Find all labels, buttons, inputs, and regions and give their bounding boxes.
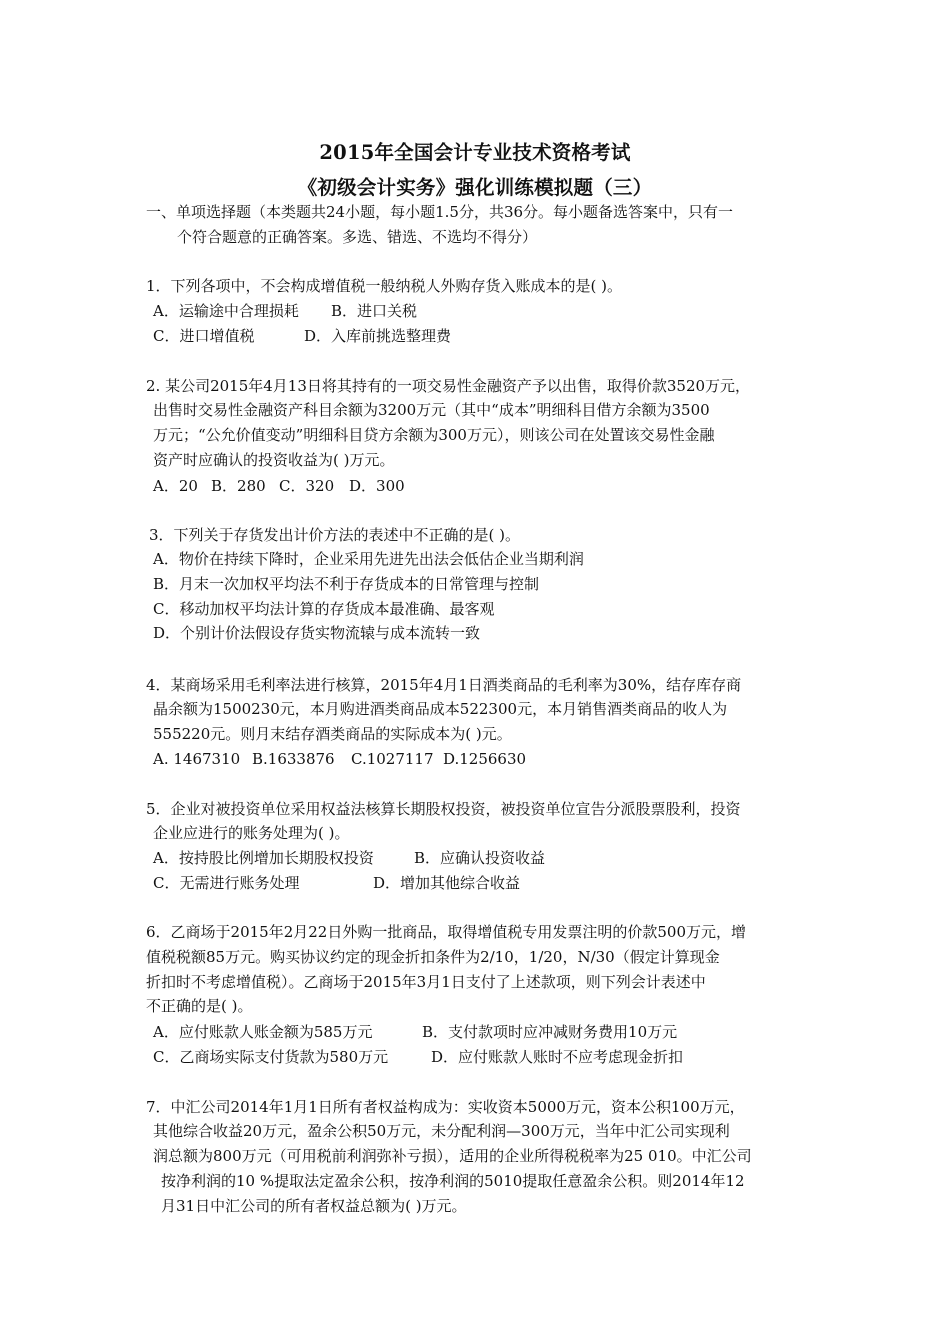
question-5-option-b: B．应确认投资收益 bbox=[414, 849, 546, 867]
question-6-stem-line-2: 值税税额85万元。购买协议约定的现金折扣条件为2/10，1/20，N/30（假定计算现金 bbox=[146, 947, 720, 966]
question-2-stem-line-3: 万元；“公允价值变动”明细科目贷方余额为300万元），则该公司在处置该交易性金融 bbox=[153, 425, 715, 444]
exam-subtitle: 《初级会计实务》强化训练模拟题（三） bbox=[297, 176, 653, 199]
question-7-stem-continuation-b bbox=[161, 1169, 745, 1219]
question-7-stem-line-2: 其他综合收益20万元，盈余公积50万元，未分配利润—300万元，当年中汇公司实现利 bbox=[153, 1122, 730, 1140]
question-2-stem-line-1: 2. 某公司2015年4月13日将其持有的一项交易性金融资产予以出售，取得价款3520万元， bbox=[146, 377, 751, 395]
question-7-stem-line-1: 7．中汇公司2014年1月1日所有者权益构成为：实收资本5000万元，资本公积100万元， bbox=[146, 1098, 745, 1116]
question-6-option-b: B．支付款项时应冲减财务费用10万元 bbox=[422, 1023, 678, 1041]
question-4-option-d: D.1256630 bbox=[443, 750, 527, 768]
question-3-option-b: B．月末一次加权平均法不利于存货成本的日常管理与控制 bbox=[153, 574, 540, 593]
question-4-option-b: B.1633876 bbox=[252, 750, 335, 768]
question-3-option-d: D．个别计价法假设存货实物流辕与成本流转一致 bbox=[153, 624, 481, 643]
question-6-stem bbox=[146, 920, 746, 1019]
question-5-option-a: A．按持股比例增加长期股权投资 bbox=[153, 849, 374, 867]
question-3-stem: 3．下列关于存货发出计价方法的表述中不正确的是( )。 bbox=[149, 526, 521, 544]
question-1-option-d: D．入库前挑选整理费 bbox=[304, 327, 452, 345]
question-5-option-row-1 bbox=[153, 846, 545, 870]
question-7-stem-line-4: 按净利润的10 %提取法定盈余公积，按净利润的5010提取任意盈余公积。则2014年12 bbox=[161, 1172, 745, 1190]
exam-title: 2015年全国会计专业技术资格考试 bbox=[319, 141, 631, 164]
question-4-option-row bbox=[153, 747, 526, 771]
question-2-option-c: C．320 bbox=[279, 477, 335, 495]
question-6-option-row-2 bbox=[153, 1045, 683, 1069]
question-4-option-a: A. 1467310 bbox=[153, 750, 241, 768]
question-2-option-row bbox=[153, 474, 405, 498]
question-5-stem-line-2: 企业应进行的账务处理为( )。 bbox=[153, 824, 350, 842]
question-1-option-b: B．进口关税 bbox=[331, 302, 418, 320]
question-6-option-c: C．乙商场实际支付货款为580万元 bbox=[153, 1048, 389, 1066]
question-4-stem-continuation bbox=[153, 697, 727, 747]
question-1-option-a: A．运输途中合理损耗 bbox=[153, 302, 299, 320]
question-1-option-row-2 bbox=[153, 324, 451, 348]
question-3-options bbox=[153, 547, 584, 646]
question-5-stem-line-1: 5．企业对被投资单位采用权益法核算长期股权投资，被投资单位宣告分派股票股利，投资 bbox=[146, 800, 741, 818]
question-6-stem-line-1: 6．乙商场于2015年2月22日外购一批商品，取得增值税专用发票注明的价款500万元，增 bbox=[146, 923, 746, 941]
question-2-stem-line-2: 出售时交易性金融资产科目余额为3200万元（其中“成本”明细科目借方余额为3500 bbox=[153, 401, 710, 419]
question-2-option-d: D．300 bbox=[349, 477, 405, 495]
question-2-option-a: A．20 bbox=[153, 477, 198, 495]
question-3-option-a: A．物价在持续下降时，企业采用先进先出法会低估企业当期利润 bbox=[153, 550, 584, 568]
question-4-stem-line-1: 4．某商场采用毛利率法进行核算，2015年4月1日酒类商品的毛利率为30%，结存库存商 bbox=[146, 676, 742, 694]
question-1-option-c: C．进口增值税 bbox=[153, 327, 255, 345]
question-1-option-row-1 bbox=[153, 299, 417, 323]
question-5-option-c: C．无需进行账务处理 bbox=[153, 874, 300, 892]
question-7-stem-line-5: 月31日中汇公司的所有者权益总额为( )万元。 bbox=[161, 1196, 467, 1215]
question-6-option-a: A．应付账款人账金额为585万元 bbox=[153, 1023, 373, 1041]
question-2-stem-line-4: 资产时应确认的投资收益为( )万元。 bbox=[153, 450, 395, 469]
question-1-stem: 1．下列各项中，不会构成增值税一般纳税人外购存货入账成本的是( )。 bbox=[146, 277, 623, 295]
question-6-option-d: D．应付账款人账时不应考虑现金折扣 bbox=[431, 1048, 684, 1066]
question-2-option-b: B．280 bbox=[211, 477, 266, 495]
question-4-option-c: C.1027117 bbox=[351, 750, 434, 768]
question-2-stem-continuation bbox=[153, 398, 714, 472]
question-5-option-d: D．增加其他综合收益 bbox=[373, 874, 521, 892]
question-7-stem-continuation-a bbox=[153, 1119, 752, 1169]
section-heading-line-1: 一、单项选择题（本类题共24小题，每小题1.5分，共36分。每小题备选答案中，只有一 bbox=[146, 203, 734, 221]
question-6-stem-line-3: 折扣时不考虑增值税）。乙商场于2015年3月1日支付了上述款项，则下列会计表述中 bbox=[146, 972, 706, 991]
question-7-stem-line-3: 润总额为800万元（可用税前利润弥补亏损），适用的企业所得税税率为25 010。中汇公司 bbox=[153, 1146, 752, 1165]
question-6-option-row-1 bbox=[153, 1020, 677, 1044]
question-3-option-c: C．移动加权平均法计算的存货成本最准确、最客观 bbox=[153, 599, 495, 618]
question-6-stem-line-4: 不正确的是( )。 bbox=[146, 997, 253, 1016]
question-4-stem-line-3: 555220元。则月末结存酒类商品的实际成本为( )元。 bbox=[153, 724, 512, 743]
section-heading-line-2: 个符合题意的正确答案。多选、错选、不选均不得分） bbox=[177, 228, 538, 246]
question-5-option-row-2 bbox=[153, 871, 520, 895]
question-4-stem-line-2: 晶余额为1500230元，本月购进酒类商品成本522300元，本月销售酒类商品的收人为 bbox=[153, 700, 728, 718]
